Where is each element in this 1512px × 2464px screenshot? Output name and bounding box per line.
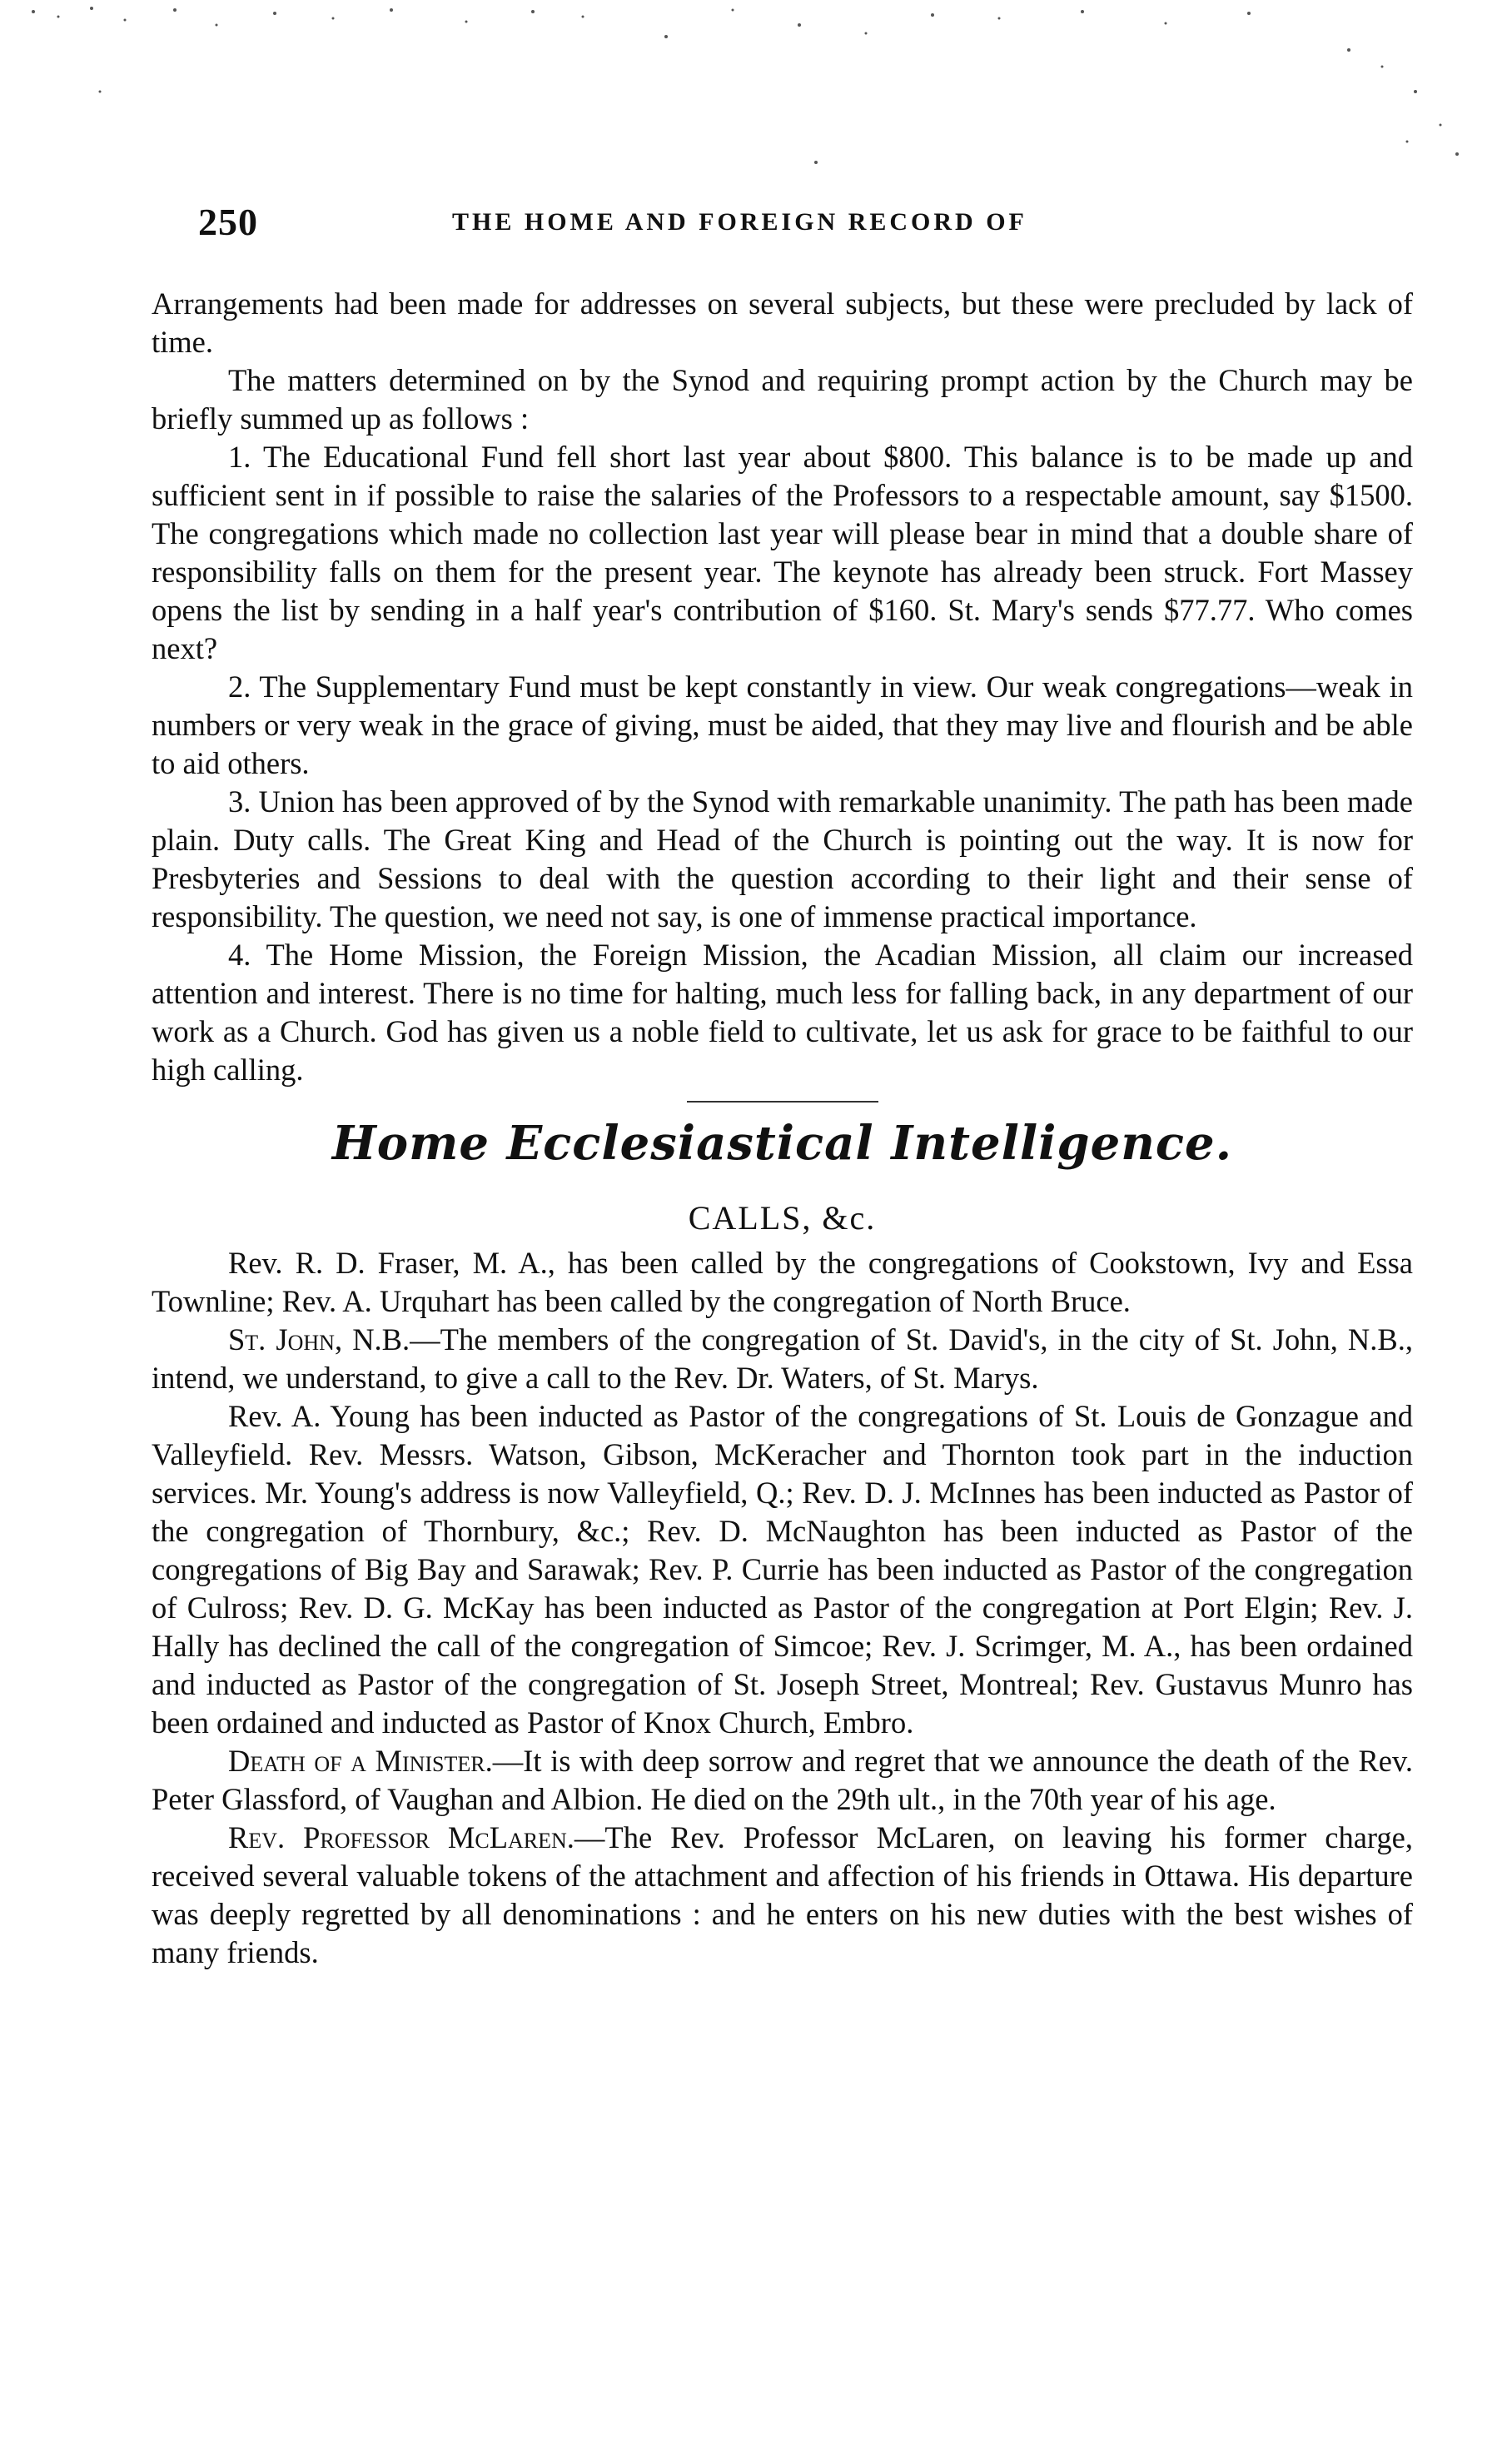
scan-noise: [0, 0, 1512, 192]
paragraph-lead: St. John,: [228, 1322, 343, 1356]
paragraph: [152, 1819, 1413, 1972]
paragraph-lead: Death of a Minister.: [228, 1744, 493, 1778]
paragraph-lead: Rev. Professor McLaren.: [228, 1820, 574, 1854]
paragraph: [152, 1321, 1413, 1397]
paragraph: [152, 1742, 1413, 1819]
section-subtitle: CALLS, &c.: [688, 1199, 877, 1237]
article-body: [152, 285, 1413, 1972]
paragraph: Rev. R. D. Fraser, M. A., has been called by the congregations of Cookstown, Ivy and Essa Townline; Rev. A. Urquhart has been called by the congregation of North Bruce.: [152, 1246, 1413, 1318]
running-head: THE HOME AND FOREIGN RECORD OF: [452, 208, 1027, 236]
paragraph: Arrangements had been made for addresses on several subjects, but these were precluded by lack of time.: [152, 286, 1413, 359]
paragraph-text: —It is with deep sorrow and regret that we announce the death of the Rev. Peter Glassford, of Vaughan and Albion. He died on the 29th ult., in the 70th year of his age.: [152, 1744, 1414, 1816]
list-item: 1. The Educational Fund fell short last year about $800. This balance is to be made up and sufficient sent in if possible to raise the salaries of the Professors to a respectable amount, say $1500. The congregations which made no collection last year will please bear in mind that a double share of responsibility falls on them for the present year. The keynote has already been struck. Fort Massey opens the list by sending in a half year's contribution of $160. St. Mary's sends $77.77. Who comes next?: [152, 440, 1413, 665]
divider: [687, 1101, 878, 1103]
list-item: 3. Union has been approved of by the Synod with remarkable unanimity. The path has been made plain. Duty calls. The Great King and Head of the Church is pointing out the way. It is now for Presbyteries and Sessions to deal with the question according to their light and their sense of responsibility. The question, we need not say, is one of immense practical importance.: [152, 784, 1413, 933]
page-header: [198, 200, 1414, 250]
paragraph-text: N.B.—The members of the congregation of St. David's, in the city of St. John, N.B., intend, we understand, to give a call to the Rev. Dr. Waters, of St. Marys.: [152, 1322, 1414, 1395]
page-number: 250: [198, 201, 258, 243]
paragraph: The matters determined on by the Synod and requiring prompt action by the Church may be briefly summed up as follows :: [152, 363, 1413, 436]
paragraph: Rev. A. Young has been inducted as Pastor of the congregations of St. Louis de Gonzague and Valleyfield. Rev. Messrs. Watson, Gibson, McKeracher and Thornton took part in the induction services. Mr. Young's address is now Valleyfield, Q.; Rev. D. J. McInnes has been inducted as Pastor of the congregation of Thornbury, &c.; Rev. D. McNaughton has been inducted as Pastor of the congregations of Big Bay and Sarawak; Rev. P. Currie has been inducted as Pastor of the congregation of Culross; Rev. D. G. McKay has been inducted as Pastor of the congregation at Port Elgin; Rev. J. Hally has declined the call of the congregation of Simcoe; Rev. J. Scrimger, M. A., has been ordained and inducted as Pastor of the congregation of St. Joseph Street, Montreal; Rev. Gustavus Munro has been ordained and inducted as Pastor of Knox Church, Embro.: [152, 1399, 1413, 1740]
section-title: Home Ecclesiastical Intelligence.: [331, 1116, 1233, 1171]
list-item: 2. The Supplementary Fund must be kept constantly in view. Our weak congregations—weak in numbers or very weak in the grace of giving, must be aided, that they may live and flourish and be able to aid others.: [152, 670, 1413, 780]
paragraph-text: —The Rev. Professor McLaren, on leaving his former charge, received several valuable tokens of the attachment and affection of his friends in Ottawa. His departure was deeply regretted by all denominations : and he enters on his new duties with the best wishes of many friends.: [152, 1820, 1414, 1969]
list-item: 4. The Home Mission, the Foreign Mission, the Acadian Mission, all claim our increased attention and interest. There is no time for halting, much less for falling back, in any department of our work as a Church. God has given us a noble field to cultivate, let us ask for grace to be faithful to our high calling.: [152, 938, 1413, 1087]
